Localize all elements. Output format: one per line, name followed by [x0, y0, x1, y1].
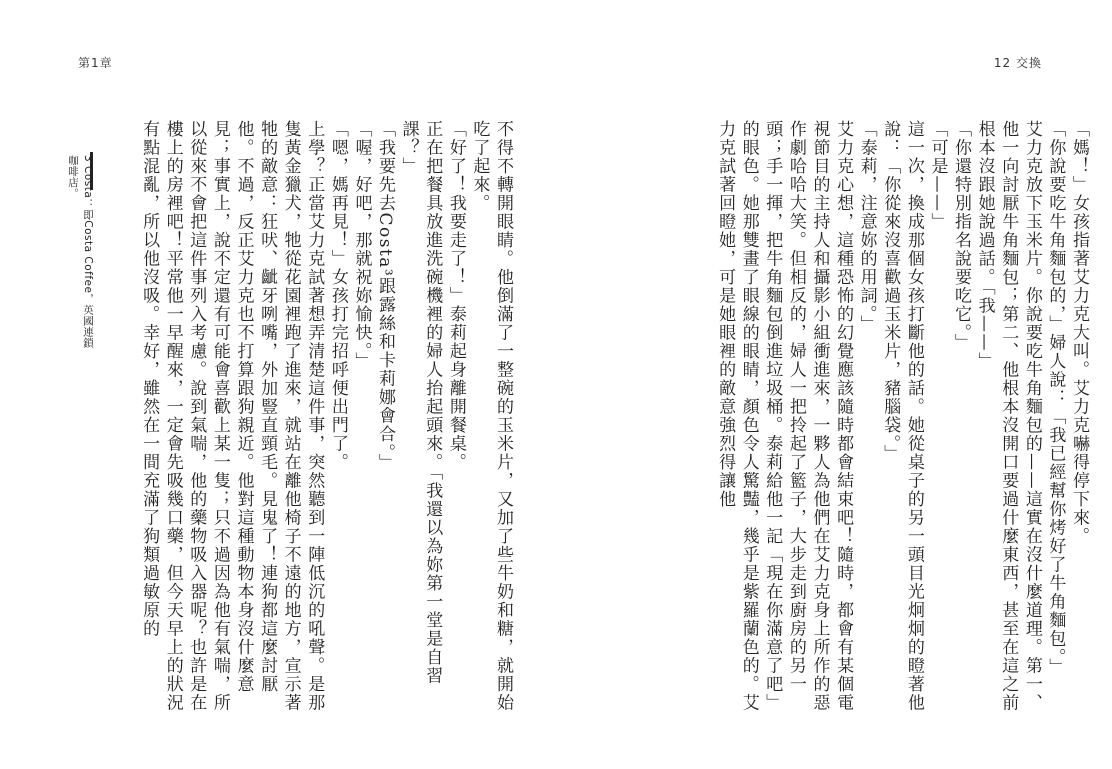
paragraph: 上學？正當艾力克試著想弄清楚這件事，突然聽到一陣低沉的吼聲。是那隻黃金獵犬，牠從花園裡跑了進來，就站在離他椅子不遠的地方，宣示著牠的敵意：狂吠、齜牙咧嘴，外加豎直頸毛。見鬼了！連狗都這麼討厭他。不過，反正艾力克也不打算跟狗親近。他對這種動物本身沒什麼意見；事實上，說不定還有可能會喜歡上某一隻；只不過因為他有氣喘，所以從來不會把這件事列入考慮。說到氣喘，他的藥物吸入器呢？也許是在樓上的房裡吧！平常他一早醒來，一定會先吸幾口藥，但今天早上的狀況有點混亂，所以他沒吸。幸好，雖然在一間充滿了狗類過敏原的 — [139, 120, 325, 712]
paragraph: 「嗯，媽再見！」女孩打完招呼便出門了。 — [327, 120, 348, 472]
paragraph: 「我要先去Costa³跟露絲和卡莉娜會合。」 — [375, 120, 396, 473]
paragraph: 不得不轉開眼睛。他倒滿了一整碗的玉米片，又加了些牛奶和糖，就開始吃了起來。 — [469, 120, 513, 712]
page-header: 12 交換 — [993, 56, 1042, 70]
paragraph: 「好了！我要走了！」泰莉起身離開餐桌。 — [445, 120, 466, 472]
paragraph: 這一次，換成那個女孩打斷他的話。她從桌子的另一頭目光炯炯的瞪著他說：「你從來沒喜歡過玉米片，豬腦袋。」 — [880, 120, 924, 712]
right-page-body — [620, 120, 1090, 730]
paragraph: 「泰莉，注意妳的用詞。」 — [856, 120, 877, 334]
paragraph: 「你還特別指名說要吃它。」 — [951, 120, 972, 352]
paragraph: 艾力克心想，這種恐怖的幻覺應該隨時都會結束吧！隨時，都會有某個電視節目的主持人和攝影小組衝進來，一夥人為他們在艾力克身上所作的惡作劇哈哈大笑。但相反的，婦人一把拎起了籃子，大步走到廚房的另一頭；手一揮，把牛角麵包倒進垃圾桶。泰莉給他一記「現在你滿意了吧」的眼色。她那雙畫了眼線的眼睛，顏色令人驚豔，幾乎是紫羅蘭色的。艾力克試著回瞪她，可是她眼裡的敵意強烈得讓他 — [715, 120, 854, 712]
paragraph: 「喔，好吧，那就祝妳愉快。」 — [351, 120, 372, 371]
paragraph: 「你說要吃牛角麵包的，」婦人說：「我已經幫你烤好了牛角麵包。」 — [1045, 120, 1066, 677]
chapter-header: 第1章 — [78, 56, 113, 70]
right-page — [556, 0, 1112, 769]
paragraph: 「媽！」女孩指著艾力克大叫。艾力克嚇得停下來。 — [1069, 120, 1089, 546]
footnote: 3 Costa：即Costa Coffee，英國連鎖咖啡店。 — [67, 155, 94, 349]
left-page-body — [74, 120, 514, 730]
paragraph: 正在把餐具放進洗碗機裡的婦人抬起頭來。「我還以為妳第一堂是自習課？」 — [398, 120, 443, 685]
paragraph: 艾力克放下玉米片。你說要吃牛角麵包的——這實在沒什麼道理。第一、他一向討厭牛角麵包；第二、他根本沒開口要過什麼東西，甚至在這之前根本沒跟她說過話。「我——」 — [974, 120, 1042, 712]
paragraph: 「可是——」 — [927, 120, 948, 231]
